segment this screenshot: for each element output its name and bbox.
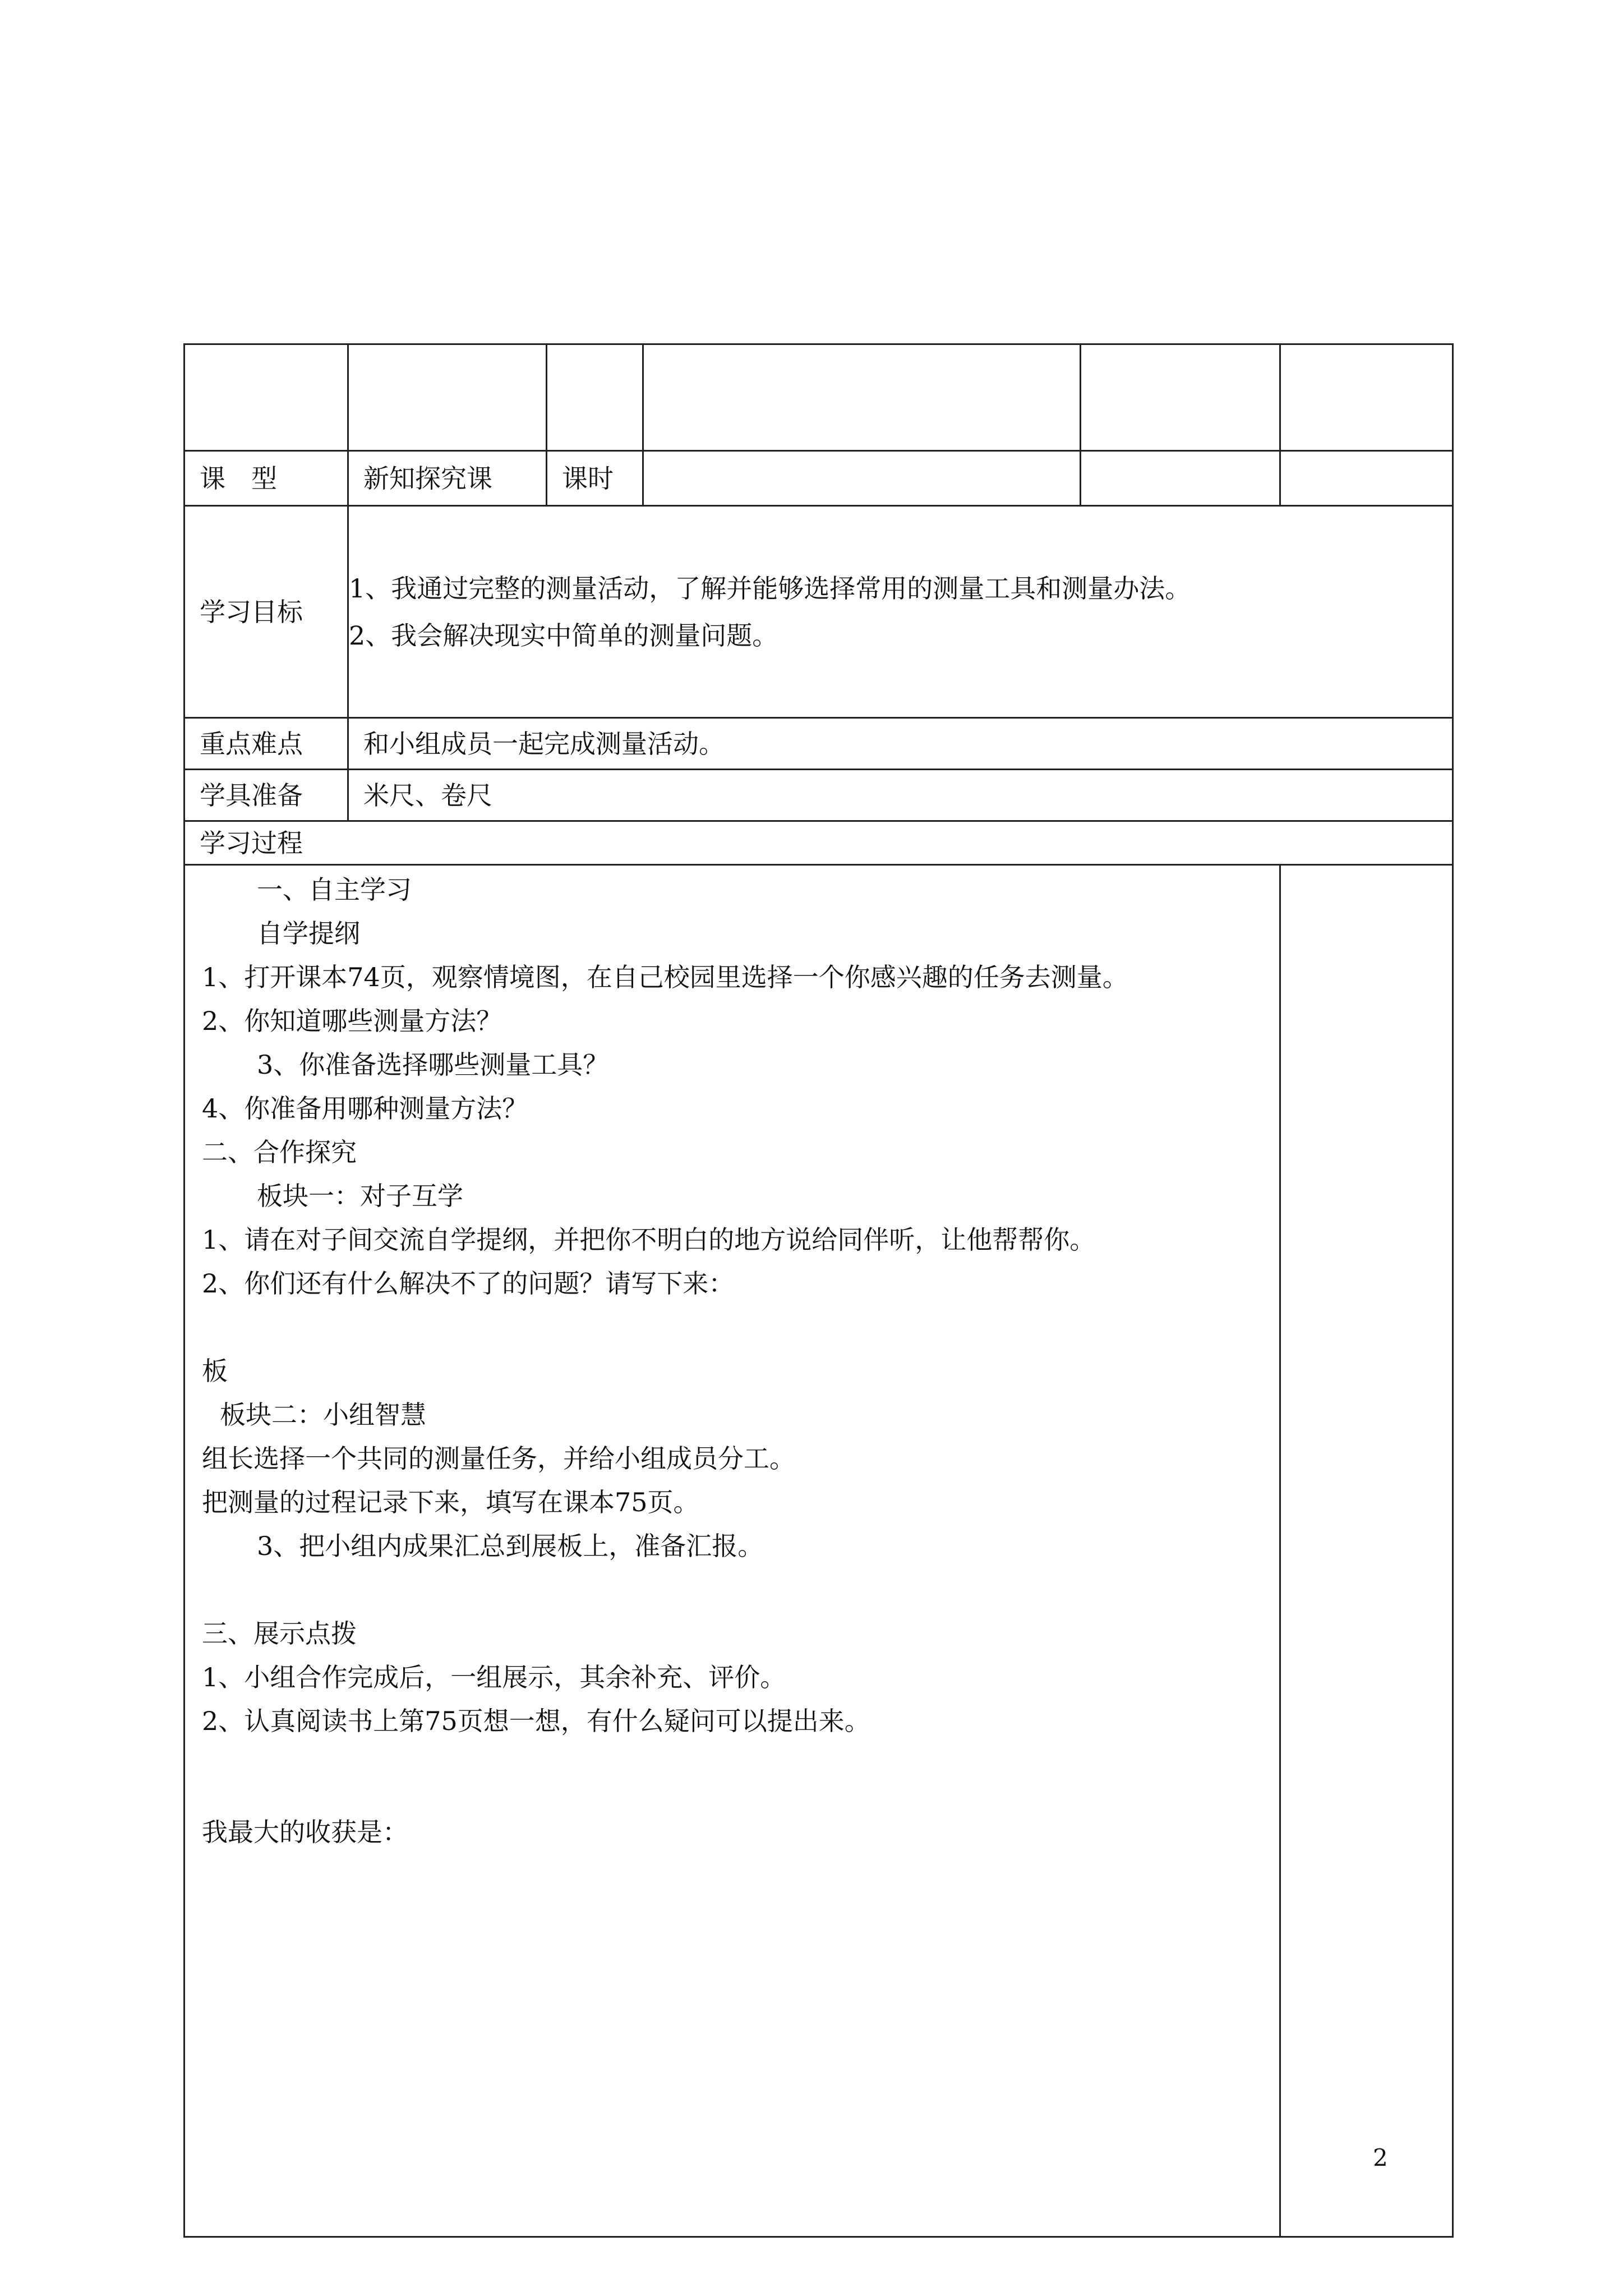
lesson-type-value: 新知探究课	[348, 451, 547, 506]
process-content-row	[185, 865, 1453, 2237]
empty-cell	[348, 344, 547, 451]
process-line: 我最大的收获是：	[202, 1817, 408, 1847]
goals-row	[185, 506, 1453, 718]
process-line: 1、打开课本74页，观察情境图，在自己校园里选择一个你感兴趣的任务去测量。	[202, 962, 1128, 992]
empty-cell	[1081, 344, 1280, 451]
empty-cell	[1280, 344, 1453, 451]
key-points-label: 重点难点	[185, 718, 348, 770]
lesson-type-label: 课 型	[185, 451, 348, 506]
sub-heading: 板块二：小组智慧	[220, 1400, 426, 1430]
process-line: 组长选择一个共同的测量任务，并给小组成员分工。	[202, 1443, 795, 1474]
section-heading: 三、展示点拨	[202, 1618, 357, 1649]
process-line: 2、你们还有什么解决不了的问题？请写下来：	[202, 1268, 735, 1299]
section-heading: 一、自主学习	[257, 875, 412, 905]
page-number: 2	[1373, 2144, 1388, 2171]
empty-cell	[185, 344, 348, 451]
empty-cell	[1280, 451, 1453, 506]
process-line: 4、你准备用哪种测量方法？	[202, 1093, 528, 1124]
empty-cell	[643, 344, 1081, 451]
lesson-plan-table	[183, 343, 1454, 2238]
key-points-value: 和小组成员一起完成测量活动。	[348, 718, 1453, 770]
process-side-column	[1280, 865, 1453, 2237]
empty-cell	[1081, 451, 1280, 506]
sub-heading: 板块一：对子互学	[257, 1181, 463, 1211]
process-header: 学习过程	[185, 821, 1453, 865]
process-line: 把测量的过程记录下来，填写在课本75页。	[202, 1487, 699, 1517]
tools-value: 米尺、卷尺	[348, 770, 1453, 821]
period-value	[643, 451, 1081, 506]
process-line: 1、请在对子间交流自学提纲，并把你不明白的地方说给同伴听，让他帮帮你。	[202, 1225, 1096, 1255]
key-points-row	[185, 718, 1453, 770]
goal-item: 1、我通过完整的测量活动，了解并能够选择常用的测量工具和测量办法。	[349, 573, 1191, 604]
period-label: 课时	[547, 451, 643, 506]
goal-item: 2、我会解决现实中简单的测量问题。	[349, 620, 778, 651]
process-content	[185, 865, 1280, 2237]
process-line: 2、认真阅读书上第75页想一想，有什么疑问可以提出来。	[202, 1706, 870, 1736]
empty-header-row	[185, 344, 1453, 451]
process-line: 3、你准备选择哪些测量工具？	[257, 1050, 609, 1080]
lesson-type-row	[185, 451, 1453, 506]
process-header-row	[185, 821, 1453, 865]
process-line: 1、小组合作完成后，一组展示，其余补充、评价。	[202, 1662, 786, 1692]
process-line: 2、你知道哪些测量方法？	[202, 1006, 502, 1036]
process-line: 板	[202, 1356, 228, 1386]
empty-cell	[547, 344, 643, 451]
tools-label: 学具准备	[185, 770, 348, 821]
tools-row	[185, 770, 1453, 821]
process-line: 3、把小组内成果汇总到展板上，准备汇报。	[257, 1531, 764, 1561]
section-heading: 二、合作探究	[202, 1137, 357, 1167]
goals-content	[348, 506, 1453, 718]
sub-heading: 自学提纲	[257, 918, 360, 949]
goals-label: 学习目标	[185, 506, 348, 718]
